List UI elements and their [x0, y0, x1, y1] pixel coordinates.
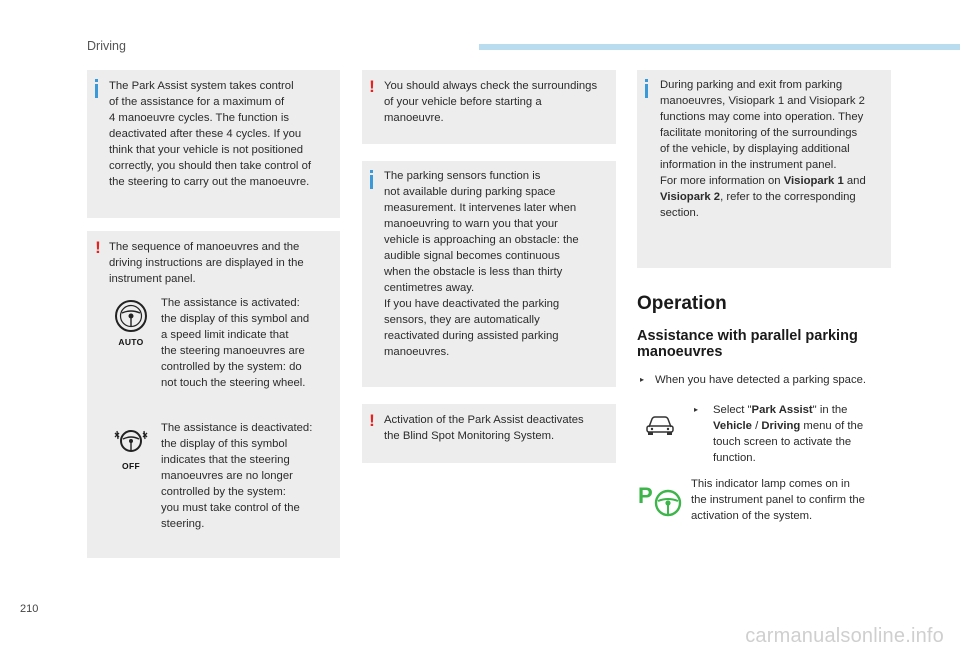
subsection-title-parallel-parking: Assistance with parallel parking manoeuvres — [637, 328, 858, 360]
step-bullet: ▸ — [640, 375, 645, 384]
step-bullet: ▸ — [694, 405, 699, 414]
step-detect-space: When you have detected a parking space. — [655, 374, 867, 386]
car-icon — [645, 414, 675, 441]
info-icon — [645, 84, 648, 98]
park-assist-lamp-icon — [638, 481, 684, 524]
svg-text:P: P — [638, 483, 653, 508]
watermark: carmanualsonline.info — [745, 625, 944, 647]
info-icon — [370, 175, 373, 189]
more-info-line-2: Visiopark 2, refer to the corresponding — [660, 191, 856, 203]
info-box-parking-sensors: The parking sensors function is not available during parking space measurement. It intervenes later when manoeuvring to warn you that your vehicle is approaching an obstacle: the audible signal becomes continuous when the obstacle is less than thirty centimetres away. If you have deactivated the parking sensors, they are automatically reactivated during assisted parking manoeuvres. — [362, 161, 616, 387]
warning-icon: ! — [95, 238, 101, 257]
lamp-description: This indicator lamp comes on in the instrument panel to confirm the activation of the system. — [691, 478, 865, 522]
info-box-park-assist-cycles: The Park Assist system takes control of the assistance for a maximum of 4 manoeuvre cycles. The function is deactivated after these 4 cycles. If you think that your vehicle is not positioned correctly, you should then take control of the steering to carry out the manoeuvre. — [87, 70, 340, 218]
info-box-visiopark: During parking and exit from parking manoeuvres, Visiopark 1 and Visiopark 2 functions may come into operation. They facilitate monitoring of the surroundings of the vehicle, by displaying additional information in the instrument panel. For more information on Visiopark 1 and Visiopark 2, refer to the corresponding section. — [637, 70, 891, 268]
warning-box-blind-spot: ! Activation of the Park Assist deactivates the Blind Spot Monitoring System. — [362, 404, 616, 463]
step-select-park-assist: Select "Park Assist" in the Vehicle / Driving menu of the touch screen to activate the function. — [713, 404, 864, 464]
steering-wheel-auto-icon: AUTO — [113, 299, 149, 347]
warning-icon: ! — [369, 77, 375, 96]
section-title-operation: Operation — [637, 293, 727, 314]
info-icon — [95, 84, 98, 98]
more-info-line: For more information on Visiopark 1 and — [660, 175, 866, 187]
warning-box-manoeuvre-display: ! The sequence of manoeuvres and the driving instructions are displayed in the instrument panel. AUTO The assistance is activated: the display of this symbol and a speed limit indicate that the steering manoeuvres are controlled by the system: do not touch the steering wheel. OFF The assistance is deactivated: the display of this symbol indicates that the steering manoeuvres are no longer controlled by the system: you must take control of the steering. — [87, 231, 340, 558]
warning-icon: ! — [369, 411, 375, 430]
warning-box-check-surroundings: ! You should always check the surroundings of your vehicle before starting a manoeuvre. — [362, 70, 616, 144]
section-header: Driving — [87, 39, 126, 53]
page-number: 210 — [20, 603, 39, 615]
header-bar — [479, 44, 960, 50]
steering-wheel-off-icon: OFF — [113, 427, 149, 471]
